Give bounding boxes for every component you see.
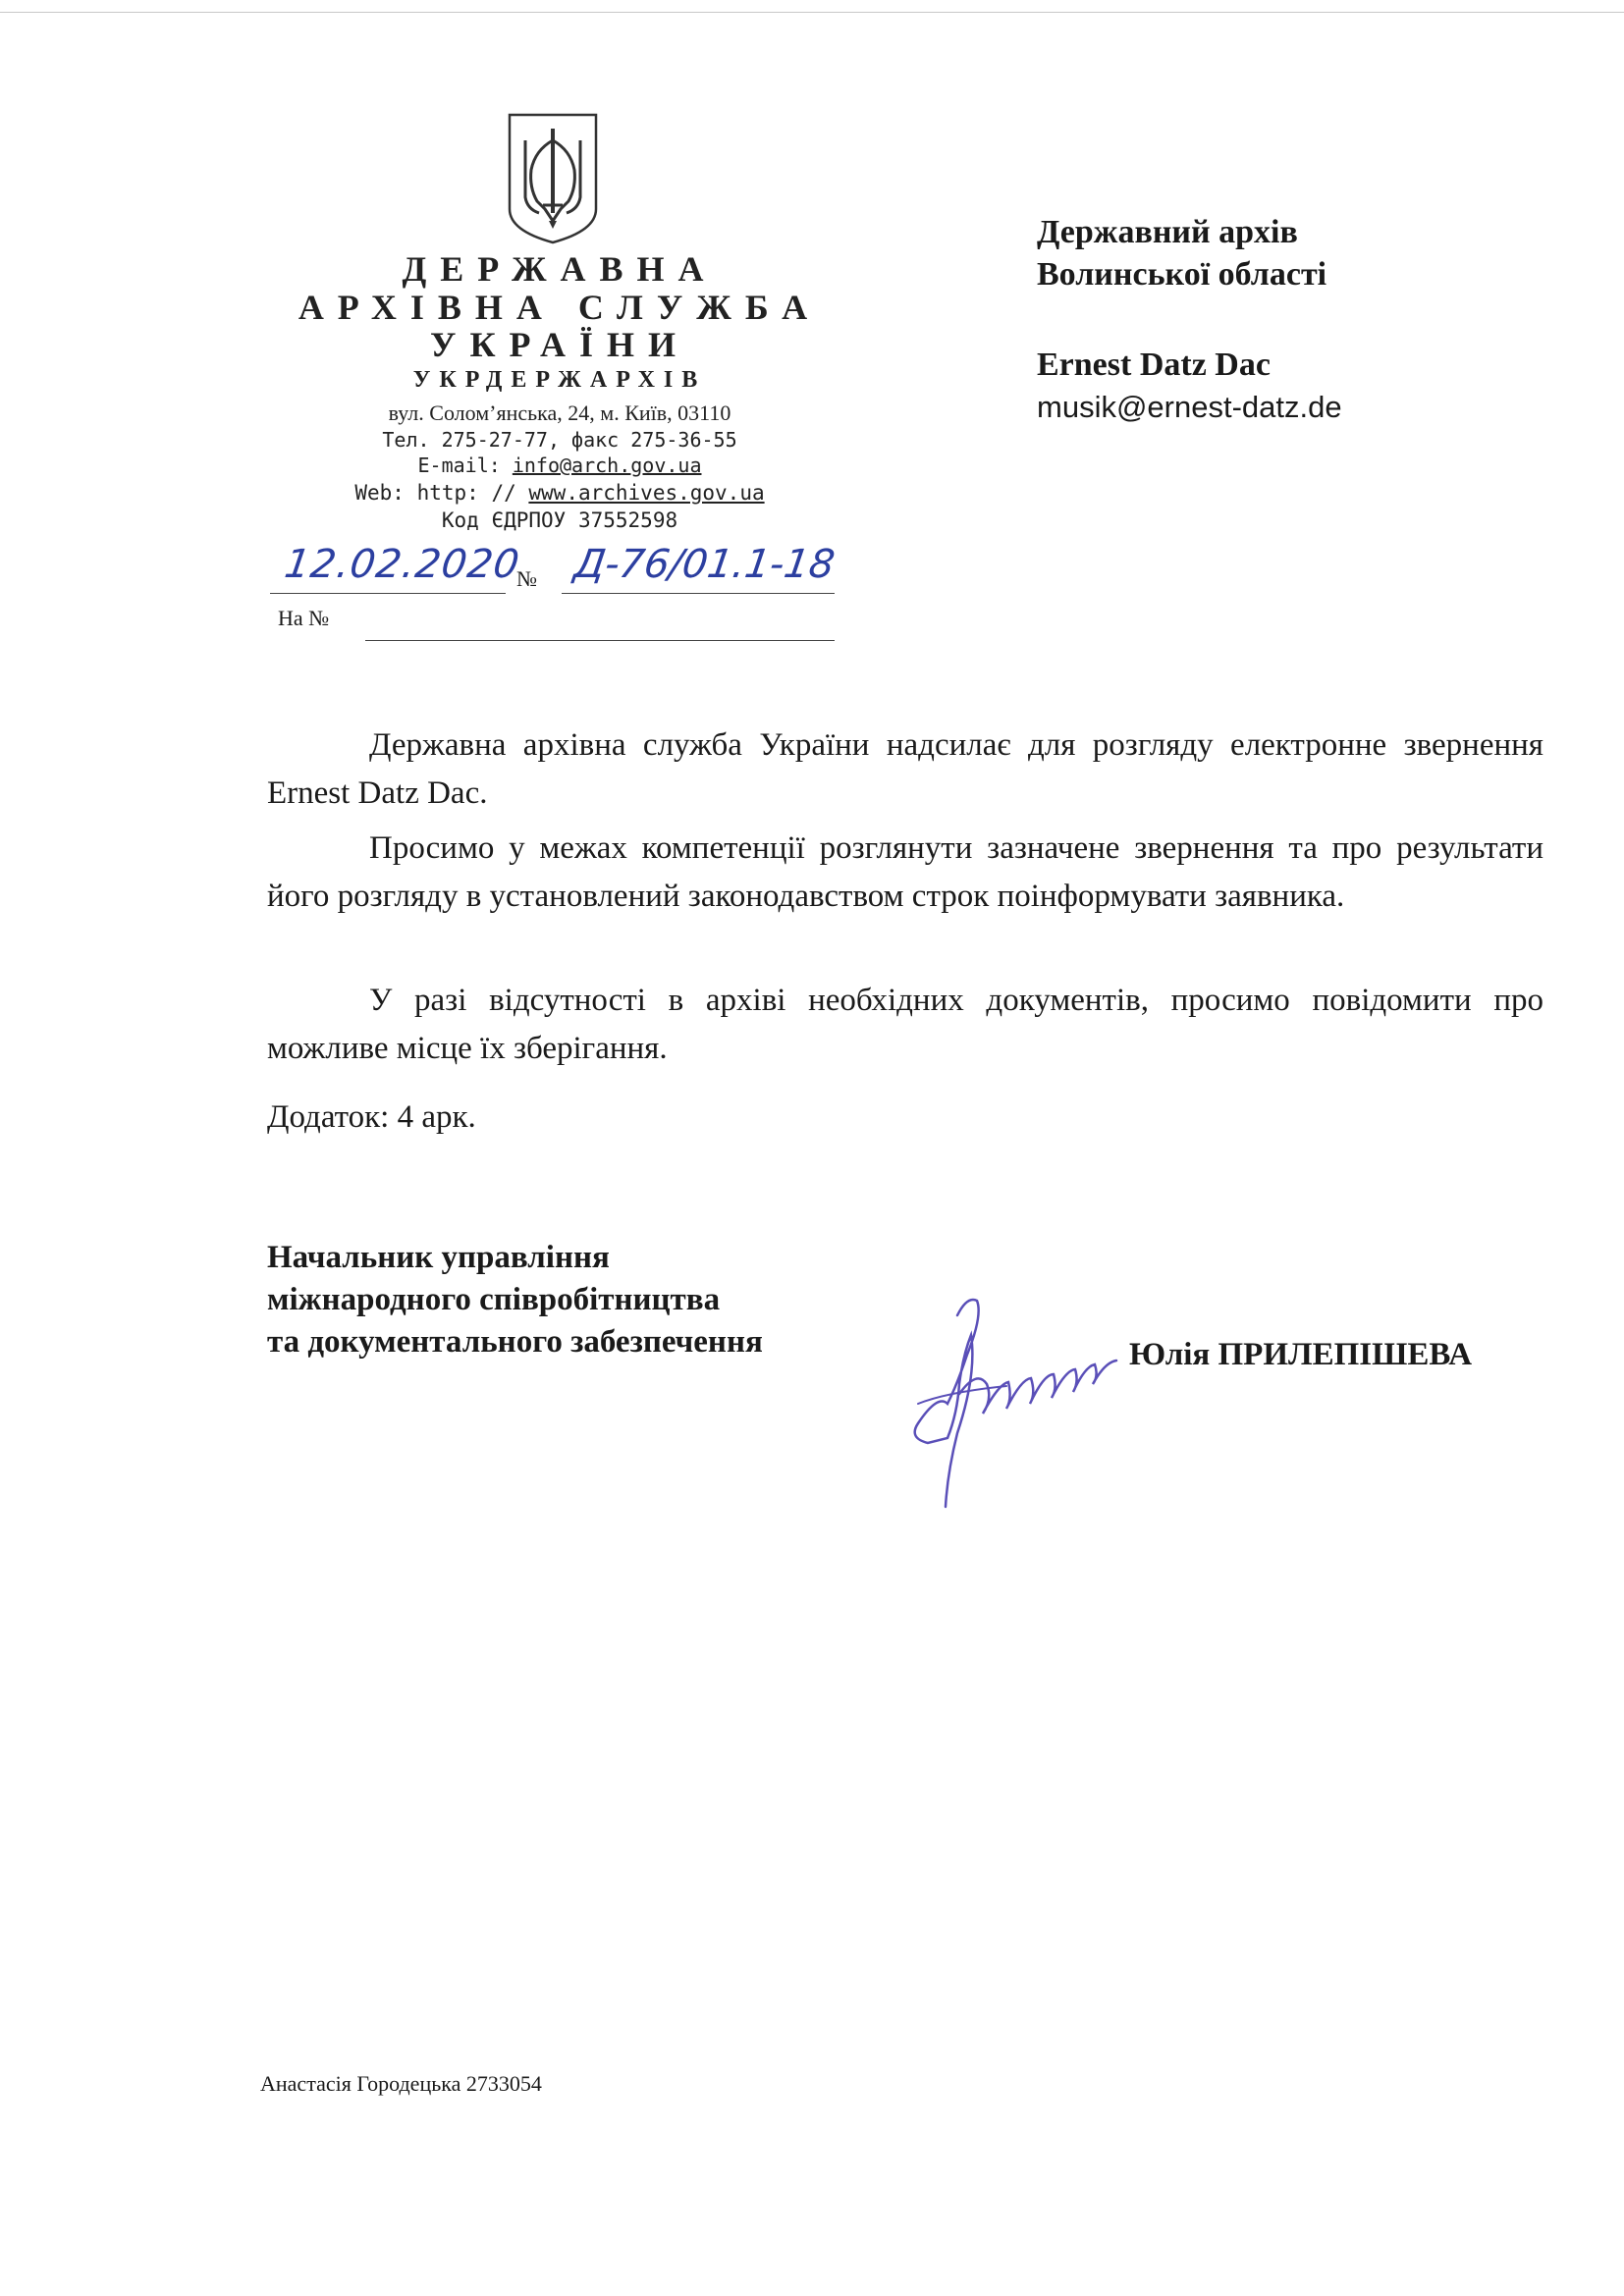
signatory-title-line-2: міжнародного співробітництва: [267, 1282, 721, 1317]
letterhead-address: вул. Солом’янська, 24, м. Київ, 03110: [388, 400, 731, 425]
web-prefix: Web: http: //: [354, 481, 529, 505]
letterhead-email: [285, 454, 835, 477]
email-prefix: E-mail:: [417, 454, 513, 477]
letterhead-phone: Тел. 275-27-77, факс 275-36-55: [382, 428, 737, 452]
letterhead-web: [285, 481, 835, 505]
body-paragraph-1: Державна архівна служба України надсилає для розгляду електронне звернення Ernest Datz Dac.: [267, 727, 1543, 811]
recipient-email[interactable]: musik@ernest-datz.de: [1037, 390, 1342, 424]
letterhead-line-2: АРХІВНА СЛУЖБА: [298, 288, 822, 327]
web-link[interactable]: www.archives.gov.ua: [528, 481, 765, 505]
registration-number-line: [562, 593, 835, 594]
recipient-name: Ernest Datz Dac: [1037, 347, 1271, 383]
recipient-line-2: Волинської області: [1037, 256, 1327, 293]
letterhead-short-name: УКРДЕРЖАРХІВ: [412, 367, 707, 393]
letterhead-line-1: ДЕРЖАВНА: [402, 249, 718, 289]
scan-edge-line: [0, 12, 1624, 13]
signatory-title-line-1: Начальник управління: [267, 1240, 610, 1275]
signatory-title-line-3: та документального забезпечення: [267, 1324, 763, 1360]
reference-label: На №: [278, 606, 330, 630]
registration-number-label: №: [516, 566, 537, 591]
coat-of-arms-icon: [506, 111, 600, 246]
body-paragraph-2: Просимо у межах компетенції розглянути зазначене звернення та про результати його розгляду в установлений законодавством строк поінформувати заявника.: [267, 830, 1543, 914]
recipient-line-1: Державний архів: [1037, 214, 1298, 250]
reference-line: [365, 640, 835, 641]
body-paragraph-3: У разі відсутності в архіві необхідних документів, просимо повідомити про можливе місце їх зберігання.: [267, 983, 1543, 1066]
signatory-name: Юлія ПРИЛЕПІШЕВА: [1129, 1337, 1473, 1372]
letterhead-line-3: УКРАЇНИ: [430, 325, 689, 364]
handwritten-signature-icon: [889, 1276, 1144, 1522]
executor-contact: Анастасія Городецька 2733054: [260, 2071, 542, 2096]
annex-note: Додаток: 4 арк.: [267, 1099, 476, 1135]
registration-date-line: [270, 593, 506, 594]
registration-date: 12.02.2020: [281, 542, 523, 587]
email-link[interactable]: info@arch.gov.ua: [512, 454, 702, 477]
letterhead-edrpou: Код ЄДРПОУ 37552598: [441, 508, 678, 532]
registration-number: Д-76/01.1-18: [570, 542, 838, 587]
